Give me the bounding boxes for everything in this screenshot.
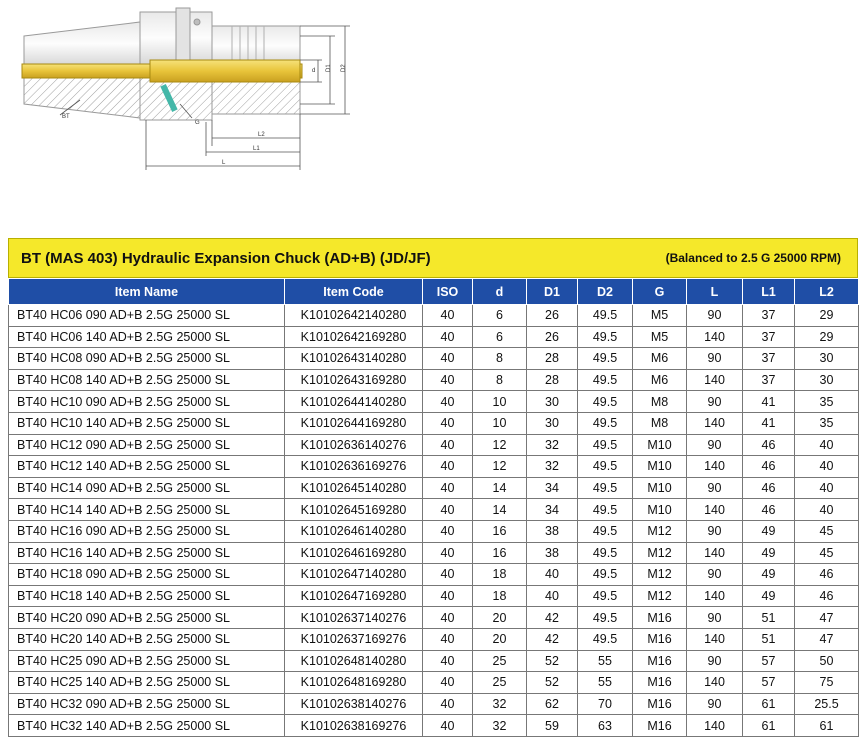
cell-d: 10 (473, 412, 527, 434)
cell-l1: 51 (743, 628, 795, 650)
cell-d: 14 (473, 477, 527, 499)
cell-l1: 37 (743, 369, 795, 391)
table-row (9, 607, 859, 629)
cell-d2: 49.5 (578, 542, 633, 564)
table-row (9, 412, 859, 434)
cell-iso: 40 (423, 434, 473, 456)
cell-d1: 52 (527, 672, 578, 694)
cell-iso: 40 (423, 369, 473, 391)
chuck-technical-drawing (0, 0, 865, 235)
cell-l1: 46 (743, 456, 795, 478)
cell-l2: 30 (795, 369, 859, 391)
label-l1: L1 (253, 146, 260, 152)
cell-d2: 49.5 (578, 369, 633, 391)
cell-g: M10 (633, 477, 687, 499)
cell-iso: 40 (423, 693, 473, 715)
cell-iso: 40 (423, 715, 473, 737)
cell-item-name: BT40 HC12 140 AD+B 2.5G 25000 SL (9, 456, 285, 478)
cell-g: M12 (633, 585, 687, 607)
cell-l: 140 (687, 715, 743, 737)
header-d2: D2 (578, 279, 633, 305)
cell-iso: 40 (423, 542, 473, 564)
cell-item-name: BT40 HC16 090 AD+B 2.5G 25000 SL (9, 520, 285, 542)
cell-item-code: K10102638140276 (285, 693, 423, 715)
cell-iso: 40 (423, 564, 473, 586)
cell-item-name: BT40 HC10 090 AD+B 2.5G 25000 SL (9, 391, 285, 413)
cell-d1: 59 (527, 715, 578, 737)
cell-item-code: K10102637140276 (285, 607, 423, 629)
cell-g: M12 (633, 542, 687, 564)
cell-g: M5 (633, 326, 687, 348)
cell-d1: 30 (527, 391, 578, 413)
cell-l: 140 (687, 542, 743, 564)
table-row (9, 628, 859, 650)
cell-l: 90 (687, 564, 743, 586)
cell-l2: 47 (795, 628, 859, 650)
cell-item-code: K10102644140280 (285, 391, 423, 413)
cell-iso: 40 (423, 348, 473, 370)
cell-l: 90 (687, 391, 743, 413)
cell-iso: 40 (423, 391, 473, 413)
cell-iso: 40 (423, 585, 473, 607)
cell-d2: 49.5 (578, 348, 633, 370)
cell-d2: 49.5 (578, 628, 633, 650)
cell-item-name: BT40 HC32 090 AD+B 2.5G 25000 SL (9, 693, 285, 715)
cell-iso: 40 (423, 412, 473, 434)
header-iso: ISO (423, 279, 473, 305)
cell-d2: 49.5 (578, 499, 633, 521)
cell-l2: 75 (795, 672, 859, 694)
cell-d: 25 (473, 672, 527, 694)
cell-d1: 42 (527, 628, 578, 650)
cell-d: 20 (473, 607, 527, 629)
cell-d2: 49.5 (578, 434, 633, 456)
table-row (9, 520, 859, 542)
table-title: BT (MAS 403) Hydraulic Expansion Chuck (AD+B) (JD/JF) (21, 249, 431, 267)
cell-item-code: K10102647169280 (285, 585, 423, 607)
cell-d1: 34 (527, 499, 578, 521)
table-row (9, 477, 859, 499)
cell-item-name: BT40 HC20 140 AD+B 2.5G 25000 SL (9, 628, 285, 650)
cell-g: M6 (633, 369, 687, 391)
cell-iso: 40 (423, 326, 473, 348)
header-l2: L2 (795, 279, 859, 305)
cell-d: 8 (473, 348, 527, 370)
cell-l1: 41 (743, 391, 795, 413)
cell-l2: 45 (795, 542, 859, 564)
cell-l2: 25.5 (795, 693, 859, 715)
table-row (9, 650, 859, 672)
cell-item-code: K10102636140276 (285, 434, 423, 456)
label-l: L (222, 160, 226, 166)
table-row (9, 348, 859, 370)
cell-l1: 49 (743, 520, 795, 542)
cell-d2: 49.5 (578, 391, 633, 413)
cell-l: 90 (687, 477, 743, 499)
cell-g: M12 (633, 520, 687, 542)
table-subtitle: (Balanced to 2.5 G 25000 RPM) (665, 251, 841, 265)
cell-d2: 49.5 (578, 520, 633, 542)
cell-d2: 49.5 (578, 585, 633, 607)
cell-d2: 55 (578, 650, 633, 672)
cell-item-name: BT40 HC06 090 AD+B 2.5G 25000 SL (9, 305, 285, 327)
cell-d2: 49.5 (578, 326, 633, 348)
cell-l: 140 (687, 585, 743, 607)
cell-l: 90 (687, 434, 743, 456)
cell-d: 12 (473, 434, 527, 456)
header-item-name: Item Name (9, 279, 285, 305)
label-g: G (195, 120, 200, 126)
cell-d: 18 (473, 564, 527, 586)
cell-l2: 29 (795, 305, 859, 327)
cell-d: 6 (473, 326, 527, 348)
cell-d2: 49.5 (578, 305, 633, 327)
table-header-row (9, 279, 859, 305)
cell-d1: 28 (527, 348, 578, 370)
cell-l1: 49 (743, 542, 795, 564)
cell-g: M5 (633, 305, 687, 327)
cell-d: 16 (473, 520, 527, 542)
label-l2: L2 (258, 132, 265, 138)
table-title-bar (8, 238, 858, 278)
cell-l: 90 (687, 305, 743, 327)
cell-item-code: K10102642140280 (285, 305, 423, 327)
cell-d: 16 (473, 542, 527, 564)
cell-item-name: BT40 HC06 140 AD+B 2.5G 25000 SL (9, 326, 285, 348)
cell-item-code: K10102636169276 (285, 456, 423, 478)
cell-l2: 40 (795, 477, 859, 499)
cell-item-code: K10102637169276 (285, 628, 423, 650)
cell-l: 90 (687, 650, 743, 672)
cell-l2: 40 (795, 499, 859, 521)
cell-d1: 52 (527, 650, 578, 672)
cell-d: 32 (473, 715, 527, 737)
cell-iso: 40 (423, 650, 473, 672)
cell-l2: 29 (795, 326, 859, 348)
table-row (9, 434, 859, 456)
header-d: d (473, 279, 527, 305)
cell-d1: 26 (527, 305, 578, 327)
cell-l1: 46 (743, 434, 795, 456)
cell-d1: 32 (527, 456, 578, 478)
cell-d1: 40 (527, 585, 578, 607)
table-row (9, 542, 859, 564)
cell-d1: 40 (527, 564, 578, 586)
cell-item-code: K10102645169280 (285, 499, 423, 521)
header-l1: L1 (743, 279, 795, 305)
cell-iso: 40 (423, 477, 473, 499)
cell-d: 18 (473, 585, 527, 607)
cell-d2: 49.5 (578, 564, 633, 586)
table-row (9, 305, 859, 327)
cell-l2: 30 (795, 348, 859, 370)
cell-l: 140 (687, 326, 743, 348)
table-row (9, 715, 859, 737)
cell-l1: 49 (743, 585, 795, 607)
cell-d2: 49.5 (578, 456, 633, 478)
cell-g: M16 (633, 628, 687, 650)
cell-l: 140 (687, 499, 743, 521)
cell-l2: 47 (795, 607, 859, 629)
cell-g: M16 (633, 693, 687, 715)
cell-item-code: K10102648169280 (285, 672, 423, 694)
cell-g: M16 (633, 672, 687, 694)
table-row (9, 693, 859, 715)
cell-d: 8 (473, 369, 527, 391)
cell-l2: 46 (795, 564, 859, 586)
cell-l2: 35 (795, 391, 859, 413)
cell-l: 90 (687, 607, 743, 629)
cell-item-name: BT40 HC08 140 AD+B 2.5G 25000 SL (9, 369, 285, 391)
cell-item-code: K10102644169280 (285, 412, 423, 434)
spec-table-panel (8, 238, 858, 737)
cell-iso: 40 (423, 456, 473, 478)
cell-item-name: BT40 HC32 140 AD+B 2.5G 25000 SL (9, 715, 285, 737)
table-row (9, 369, 859, 391)
table-body (9, 305, 859, 737)
cell-g: M10 (633, 434, 687, 456)
cell-d: 32 (473, 693, 527, 715)
cell-item-name: BT40 HC25 140 AD+B 2.5G 25000 SL (9, 672, 285, 694)
cell-item-code: K10102647140280 (285, 564, 423, 586)
cell-d1: 38 (527, 520, 578, 542)
cell-d2: 49.5 (578, 477, 633, 499)
cell-iso: 40 (423, 305, 473, 327)
cell-l1: 51 (743, 607, 795, 629)
cell-item-code: K10102648140280 (285, 650, 423, 672)
cell-item-name: BT40 HC14 140 AD+B 2.5G 25000 SL (9, 499, 285, 521)
cell-l: 140 (687, 412, 743, 434)
cell-item-name: BT40 HC18 090 AD+B 2.5G 25000 SL (9, 564, 285, 586)
cell-l: 140 (687, 628, 743, 650)
cell-l1: 37 (743, 305, 795, 327)
label-bt: BT (62, 114, 70, 120)
cell-d2: 70 (578, 693, 633, 715)
cell-d1: 62 (527, 693, 578, 715)
cell-l1: 37 (743, 348, 795, 370)
cell-g: M12 (633, 564, 687, 586)
cell-d1: 26 (527, 326, 578, 348)
header-g: G (633, 279, 687, 305)
cell-item-code: K10102638169276 (285, 715, 423, 737)
cell-item-name: BT40 HC14 090 AD+B 2.5G 25000 SL (9, 477, 285, 499)
cell-l: 140 (687, 369, 743, 391)
cell-d1: 28 (527, 369, 578, 391)
cell-item-code: K10102643169280 (285, 369, 423, 391)
cell-l1: 41 (743, 412, 795, 434)
cell-g: M16 (633, 650, 687, 672)
cell-d: 25 (473, 650, 527, 672)
cell-d: 6 (473, 305, 527, 327)
cell-d1: 38 (527, 542, 578, 564)
cell-item-name: BT40 HC16 140 AD+B 2.5G 25000 SL (9, 542, 285, 564)
cell-d2: 63 (578, 715, 633, 737)
cell-l: 90 (687, 348, 743, 370)
table-row (9, 499, 859, 521)
cell-d1: 32 (527, 434, 578, 456)
cell-g: M10 (633, 499, 687, 521)
header-d1: D1 (527, 279, 578, 305)
label-d1: D1 (326, 64, 332, 72)
cell-g: M8 (633, 391, 687, 413)
cell-l1: 61 (743, 715, 795, 737)
cell-d2: 49.5 (578, 607, 633, 629)
header-l: L (687, 279, 743, 305)
cell-d2: 55 (578, 672, 633, 694)
cell-l2: 45 (795, 520, 859, 542)
cell-d: 12 (473, 456, 527, 478)
cell-l2: 46 (795, 585, 859, 607)
cell-l1: 49 (743, 564, 795, 586)
cell-item-code: K10102646140280 (285, 520, 423, 542)
cell-d: 20 (473, 628, 527, 650)
cell-d2: 49.5 (578, 412, 633, 434)
cell-l2: 61 (795, 715, 859, 737)
table-row (9, 456, 859, 478)
cell-l2: 50 (795, 650, 859, 672)
table-row (9, 326, 859, 348)
cell-d1: 42 (527, 607, 578, 629)
cell-l2: 40 (795, 434, 859, 456)
chuck-section (22, 60, 302, 120)
cell-g: M10 (633, 456, 687, 478)
cell-g: M8 (633, 412, 687, 434)
cell-item-name: BT40 HC18 140 AD+B 2.5G 25000 SL (9, 585, 285, 607)
cell-l1: 61 (743, 693, 795, 715)
cell-l1: 57 (743, 672, 795, 694)
cell-iso: 40 (423, 672, 473, 694)
cell-l1: 46 (743, 477, 795, 499)
cell-d: 10 (473, 391, 527, 413)
cell-item-code: K10102642169280 (285, 326, 423, 348)
cell-l: 140 (687, 456, 743, 478)
cell-d: 14 (473, 499, 527, 521)
cell-g: M16 (633, 607, 687, 629)
cell-g: M16 (633, 715, 687, 737)
cell-l: 90 (687, 693, 743, 715)
table-row (9, 391, 859, 413)
table-row (9, 585, 859, 607)
cell-l2: 35 (795, 412, 859, 434)
cell-item-name: BT40 HC08 090 AD+B 2.5G 25000 SL (9, 348, 285, 370)
spec-table (8, 278, 859, 737)
cell-item-name: BT40 HC12 090 AD+B 2.5G 25000 SL (9, 434, 285, 456)
table-row (9, 672, 859, 694)
cell-l: 140 (687, 672, 743, 694)
cell-l1: 37 (743, 326, 795, 348)
cell-iso: 40 (423, 520, 473, 542)
header-item-code: Item Code (285, 279, 423, 305)
cell-item-code: K10102645140280 (285, 477, 423, 499)
table-row (9, 564, 859, 586)
cell-d1: 30 (527, 412, 578, 434)
cell-iso: 40 (423, 607, 473, 629)
cell-iso: 40 (423, 628, 473, 650)
cell-iso: 40 (423, 499, 473, 521)
cell-l: 90 (687, 520, 743, 542)
cell-l1: 57 (743, 650, 795, 672)
cell-d1: 34 (527, 477, 578, 499)
label-d: d (312, 68, 316, 74)
label-d2: D2 (341, 64, 347, 72)
cell-item-name: BT40 HC25 090 AD+B 2.5G 25000 SL (9, 650, 285, 672)
cell-l2: 40 (795, 456, 859, 478)
cell-item-code: K10102646169280 (285, 542, 423, 564)
cell-item-name: BT40 HC10 140 AD+B 2.5G 25000 SL (9, 412, 285, 434)
cell-item-name: BT40 HC20 090 AD+B 2.5G 25000 SL (9, 607, 285, 629)
cell-g: M6 (633, 348, 687, 370)
cell-l1: 46 (743, 499, 795, 521)
cell-item-code: K10102643140280 (285, 348, 423, 370)
